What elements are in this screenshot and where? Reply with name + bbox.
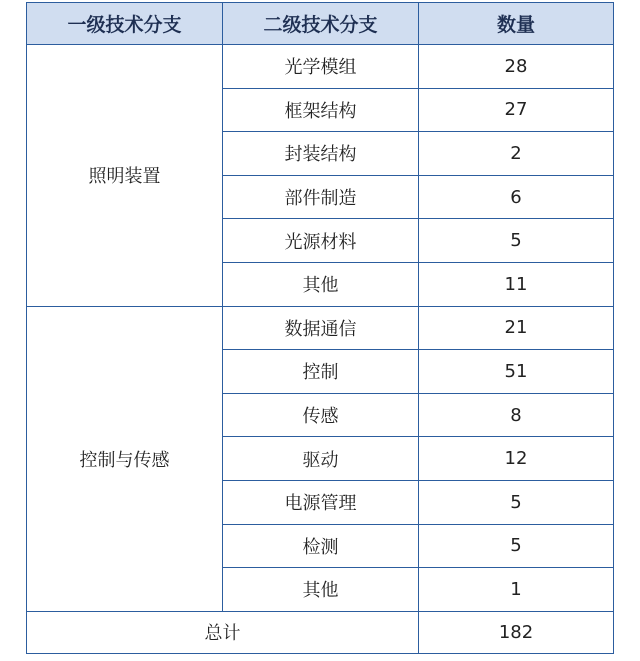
table-row <box>27 306 614 350</box>
count-cell: 27 <box>419 88 614 132</box>
count-cell: 2 <box>419 132 614 176</box>
table-row <box>27 45 614 89</box>
subcategory-cell: 传感 <box>223 393 419 437</box>
subcategory-cell: 封装结构 <box>223 132 419 176</box>
header-level1: 一级技术分支 <box>27 3 223 45</box>
header-count: 数量 <box>419 3 614 45</box>
header-level2: 二级技术分支 <box>223 3 419 45</box>
count-cell: 8 <box>419 393 614 437</box>
total-count: 182 <box>419 611 614 653</box>
subcategory-cell: 电源管理 <box>223 480 419 524</box>
subcategory-cell: 检测 <box>223 524 419 568</box>
count-cell: 12 <box>419 437 614 481</box>
subcategory-cell: 部件制造 <box>223 175 419 219</box>
subcategory-cell: 其他 <box>223 568 419 612</box>
count-cell: 11 <box>419 262 614 306</box>
patent-branch-table <box>26 2 614 654</box>
category-cell-control-sensing: 控制与传感 <box>27 306 223 611</box>
subcategory-cell: 控制 <box>223 350 419 394</box>
subcategory-cell: 数据通信 <box>223 306 419 350</box>
count-cell: 21 <box>419 306 614 350</box>
count-cell: 5 <box>419 219 614 263</box>
table-header <box>27 3 614 45</box>
header-row <box>27 3 614 45</box>
count-cell: 51 <box>419 350 614 394</box>
count-cell: 28 <box>419 45 614 89</box>
total-row <box>27 611 614 653</box>
count-cell: 6 <box>419 175 614 219</box>
subcategory-cell: 光学模组 <box>223 45 419 89</box>
category-cell-lighting: 照明装置 <box>27 45 223 307</box>
subcategory-cell: 光源材料 <box>223 219 419 263</box>
table-body <box>27 45 614 612</box>
count-cell: 5 <box>419 524 614 568</box>
table-footer <box>27 611 614 653</box>
subcategory-cell: 其他 <box>223 262 419 306</box>
total-label: 总计 <box>27 611 419 653</box>
subcategory-cell: 框架结构 <box>223 88 419 132</box>
subcategory-cell: 驱动 <box>223 437 419 481</box>
count-cell: 5 <box>419 480 614 524</box>
count-cell: 1 <box>419 568 614 612</box>
